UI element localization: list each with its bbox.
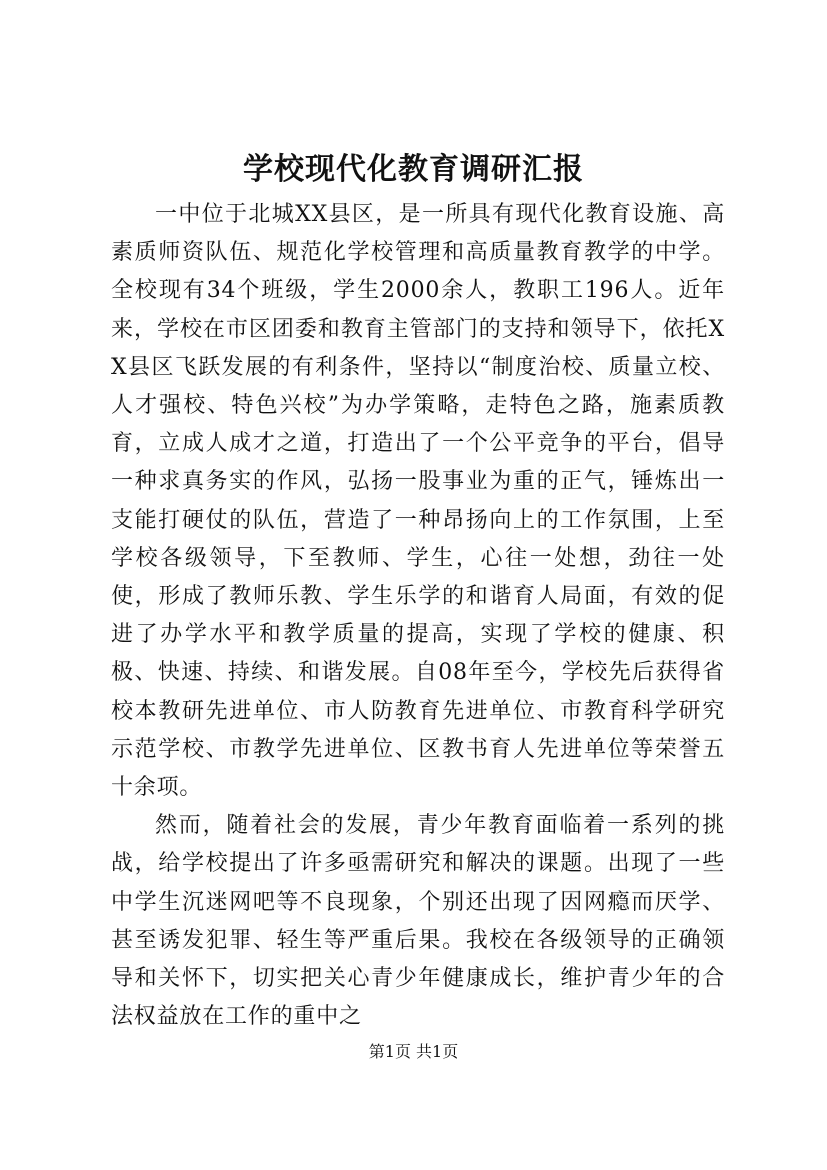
paragraph-2: 然而，随着社会的发展，青少年教育面临着一系列的挑战，给学校提出了许多亟需研究和解决的课题。出现了一些中学生沉迷网吧等不良现象，个别还出现了因网瘾而厌学、甚至诱发犯罪、轻生等严重后果。我校在各级领导的正确领导和关怀下，切实把关心青少年健康成长，维护青少年的合法权益放在工作的重中之 <box>111 813 725 1030</box>
document-body <box>111 196 725 1036</box>
paragraph-1: 一中位于北城XX县区，是一所具有现代化教育设施、高素质师资队伍、规范化学校管理和高质量教育教学的中学。全校现有34个班级，学生2000余人，教职工196人。近年来，学校在市区团委和教育主管部门的支持和领导下，依托XX县区飞跃发展的有利条件，坚持以“制度治校、质量立校、人才强校、特色兴校”为办学策略，走特色之路，施素质教育，立成人成才之道，打造出了一个公平竞争的平台，倡导一种求真务实的作风，弘扬一股事业为重的正气，锤炼出一支能打硬仗的队伍，营造了一种昂扬向上的工作氛围，上至学校各级领导，下至教师、学生，心往一处想，劲往一处使，形成了教师乐教、学生乐学的和谐育人局面，有效的促进了办学水平和教学质量的提高，实现了学校的健康、积极、快速、持续、和谐发展。自08年至今，学校先后获得省校本教研先进单位、市人防教育先进单位、市教育科学研究示范学校、市教学先进单位、区教书育人先进单位等荣誉五十余项。 <box>111 202 725 801</box>
document-title: 学校现代化教育调研汇报 <box>243 152 584 187</box>
page-footer: 第1页 共1页 <box>368 1042 459 1061</box>
